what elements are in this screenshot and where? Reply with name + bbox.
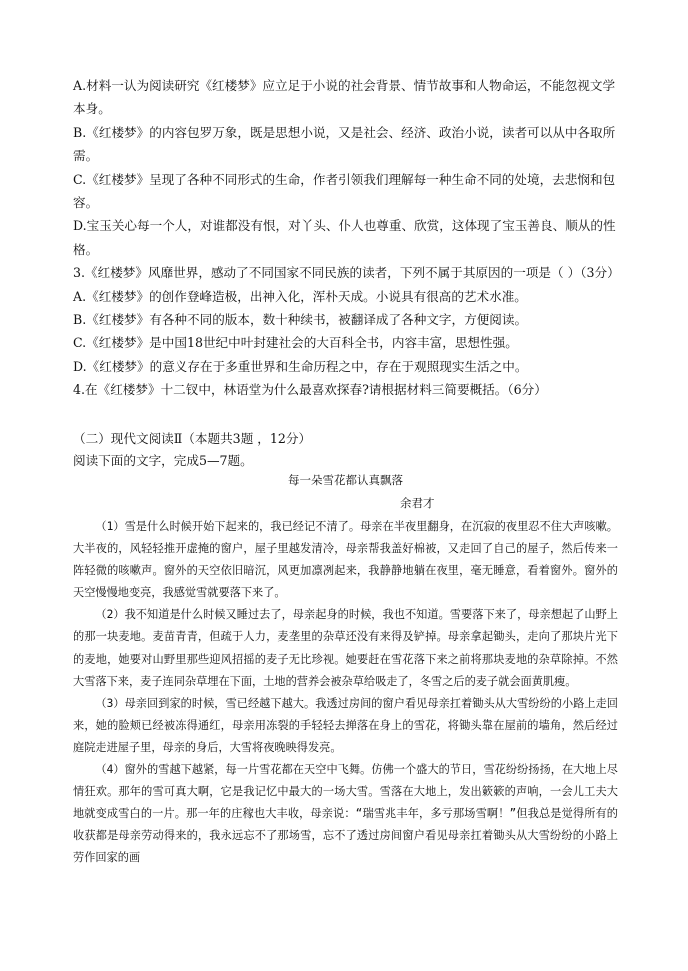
question-3-option-c: C.《红楼梦》是中国18世纪中叶封建社会的大百科全书，内容丰富，思想性强。 (73, 335, 518, 351)
question-3: 3.《红楼梦》风靡世界，感动了不同国家不同民族的读者，下列不属于其原因的一项是（ ）（3分） (73, 265, 620, 281)
option-a: A.材料一认为阅读研究《红楼梦》应立足于小说的社会背景、情节故事和人物命运，不能忽视文学本身。 (73, 78, 616, 117)
section-instruction: 阅读下面的文字，完成5—7题。 (73, 453, 253, 468)
question-3-option-b: B.《红楼梦》有各种不同的版本，数十种续书，被翻译成了各种文字，方便阅读。 (73, 312, 528, 328)
essay-paragraph-2: （2）我不知道是什么时候又睡过去了，母亲起身的时候，我也不知道。雪要落下来了，母亲想起了山野上的那一块麦地。麦苗青青，但疏于人力，麦垄里的杂草还没有来得及铲掉。母亲拿起锄头，走向了那块片光下的麦地，她要对山野里那些迎风招摇的麦子无比珍视。她要赶在雪花落下来之前将那块麦地的杂草除掉。不然大雪落下来，麦子连同杂草埋在下面，土地的营养会被杂草给吸走了，冬雪之后的麦子就会面黄肌瘦。 (73, 608, 618, 688)
essay-author: 余君才 (400, 496, 435, 510)
option-c: C.《红楼梦》呈现了各种不同形式的生命，作者引领我们理解每一种生命不同的处境，去悲悯和包容。 (73, 171, 616, 211)
option-b: B.《红楼梦》的内容包罗万象，既是思想小说，又是社会、经济、政治小说，读者可以从中各取所需。 (73, 124, 616, 164)
option-d: D.宝玉关心每一个人，对谁都没有恨，对丫头、仆人也尊重、欣赏，这体现了宝玉善良、顺从的性格。 (73, 218, 616, 257)
essay-paragraph-4: （4）窗外的雪越下越紧，每一片雪花都在天空中飞舞。仿佛一个盛大的节日，雪花纷纷扬扬，在大地上尽情狂欢。那年的雪可真大啊，它是我记忆中最大的一场大雪。雪落在大地上，发出簌簌的声响，一会儿工夫大地就变成雪白的一片。那一年的庄稼也大丰收，母亲说：“瑞雪兆丰年，多亏那场雪啊！”但我总是觉得所有的收获都是母亲劳动得来的，我永远忘不了那场雪，忘不了透过房间窗户看见母亲扛着锄头从大雪纷纷的小路上劳作回家的画 (73, 763, 618, 865)
essay-paragraph-1: （1）雪是什么时候开始下起来的，我已经记不清了。母亲在半夜里翻身，在沉寂的夜里忍不住大声咳嗽。大半夜的，风轻轻推开虚掩的窗户，屋子里越发清冷，母亲帮我盖好棉被，又走回了自己的屋子，然后传来一阵轻微的咳嗽声。窗外的天空依旧暗沉，风更加凛冽起来，我静静地躺在夜里，毫无睡意，看着窗外。窗外的天空慢慢地变亮，我感觉雪就要落下来了。 (73, 520, 618, 600)
reading-questions-section (73, 74, 618, 402)
question-3-option-d: D.《红楼梦》的意义存在于多重世界和生命历程之中，存在于观照现实生活之中。 (73, 358, 528, 374)
question-4: 4.在《红楼梦》十二钗中，林语堂为什么最喜欢探春?请根据材料三简要概括。（6分） (73, 382, 547, 398)
question-3-option-a: A.《红楼梦》的创作登峰造极，出神入化，浑朴天成。小说具有很高的艺术水准。 (73, 288, 527, 304)
modern-reading-header (73, 428, 618, 472)
essay-body (73, 516, 618, 870)
essay-paragraph-3: （3）母亲回到家的时候，雪已经越下越大。我透过房间的窗户看见母亲扛着锄头从大雪纷纷的小路上走回来，她的脸颊已经被冻得通红，母亲用冻裂的手轻轻去掸落在身上的雪花，将锄头靠在屋前的墙角，然后经过庭院走进屋子里，母亲的身后，大雪将夜晚映得发亮。 (73, 696, 618, 754)
essay-title: 每一朵雪花都认真飘落 (288, 473, 403, 487)
section-heading: （二）现代文阅读Ⅱ（本题共3题 ，12分） (73, 431, 312, 446)
